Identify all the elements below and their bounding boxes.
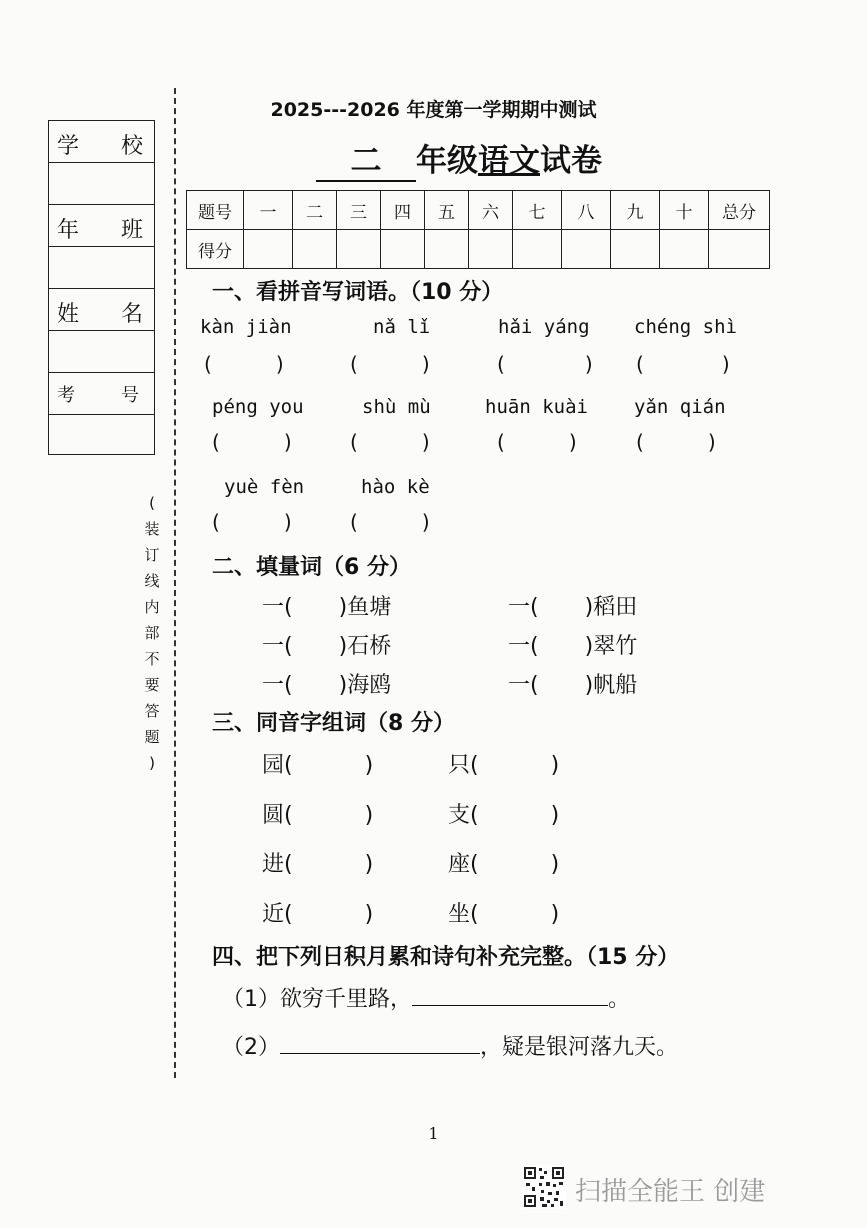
score-table <box>186 190 770 269</box>
homophone-char: 座 <box>448 852 471 877</box>
measure-noun: 翠竹 <box>593 634 638 659</box>
measure-noun: 海鸥 <box>347 673 392 698</box>
pinyin-item: nǎ lǐ <box>373 316 431 338</box>
homophone-item: 园( ) <box>262 753 374 778</box>
name-field[interactable] <box>49 331 154 373</box>
table-cell: 五 <box>425 191 469 230</box>
score-cell[interactable] <box>337 230 381 269</box>
pinyin-item: shù mù <box>362 396 431 418</box>
homophone-item: 进( ) <box>262 852 374 877</box>
answer-blank[interactable]: ( ) <box>212 510 292 534</box>
score-cell[interactable] <box>513 230 562 269</box>
page-number: 1 <box>428 1124 439 1143</box>
section-1-heading: 一、看拼音写词语。（10 分） <box>212 280 504 305</box>
measure-close: ) <box>584 673 594 698</box>
title-subject: 语文 <box>478 143 540 179</box>
measure-prefix: 一( <box>508 595 539 620</box>
pinyin-item: hǎi yáng <box>498 316 590 338</box>
binding-note-char: ) <box>149 754 155 772</box>
pinyin-item: yǎn qián <box>634 396 726 418</box>
binding-note-char: 答 <box>144 702 160 720</box>
measure-noun: 石桥 <box>347 634 392 659</box>
homophone-item: 近( ) <box>262 902 374 927</box>
school-label-char: 学 <box>57 134 80 159</box>
homophone-char: 进 <box>262 852 285 877</box>
score-table-score-row <box>187 230 770 269</box>
measure-word-item <box>508 668 637 699</box>
binding-note-char: 不 <box>144 650 160 668</box>
poem-text: （1）欲穷千里路， <box>222 987 412 1012</box>
section-2-heading: 二、填量词（6 分） <box>212 555 411 580</box>
table-cell: 六 <box>469 191 513 230</box>
name-label-char: 名 <box>121 302 144 327</box>
binding-note <box>143 490 161 776</box>
measure-close: ) <box>338 634 348 659</box>
poem-text: ，疑是银河落九天。 <box>480 1035 679 1060</box>
measure-noun: 稻田 <box>593 595 638 620</box>
score-cell[interactable] <box>293 230 337 269</box>
measure-close: ) <box>584 595 594 620</box>
table-cell: 题号 <box>187 191 244 230</box>
class-label-row <box>49 205 154 247</box>
measure-prefix: 一( <box>262 634 293 659</box>
homophone-char: 圆 <box>262 803 285 828</box>
table-cell: 七 <box>513 191 562 230</box>
measure-word-item <box>262 629 391 660</box>
pinyin-item: hào kè <box>361 476 430 498</box>
homophone-char: 坐 <box>448 902 471 927</box>
poem-line-2 <box>222 1030 678 1061</box>
table-cell: 得分 <box>187 230 244 269</box>
poem-line-1 <box>222 982 630 1013</box>
name-label-row <box>49 289 154 331</box>
homophone-char: 近 <box>262 902 285 927</box>
table-cell: 一 <box>244 191 293 230</box>
score-cell[interactable] <box>709 230 770 269</box>
score-table-header-row <box>187 191 770 230</box>
answer-blank[interactable]: ( ) <box>350 510 430 534</box>
name-label-char: 姓 <box>57 302 80 327</box>
answer-blank[interactable]: ( ) <box>636 430 716 454</box>
measure-word-item <box>508 590 637 621</box>
school-label-char: 校 <box>121 134 144 159</box>
table-cell: 十 <box>660 191 709 230</box>
answer-blank[interactable]: ( ) <box>636 352 730 376</box>
homophone-char: 只 <box>448 753 471 778</box>
homophone-char: 园 <box>262 753 285 778</box>
pinyin-item: kàn jiàn <box>200 316 292 338</box>
title-part: 年级 <box>416 143 478 179</box>
number-field[interactable] <box>49 415 154 454</box>
table-cell: 总分 <box>709 191 770 230</box>
measure-noun: 鱼塘 <box>347 595 392 620</box>
school-label-row <box>49 121 154 163</box>
homophone-item: 圆( ) <box>262 803 374 828</box>
student-info-box <box>48 120 155 455</box>
score-cell[interactable] <box>469 230 513 269</box>
number-label-char: 考 <box>57 385 75 406</box>
title-part: 试卷 <box>540 143 602 179</box>
poem-blank[interactable] <box>412 983 608 1006</box>
class-label-char: 班 <box>121 218 144 243</box>
score-cell[interactable] <box>611 230 660 269</box>
class-label-char: 年 <box>57 218 80 243</box>
number-label-row <box>49 373 154 415</box>
table-cell: 四 <box>381 191 425 230</box>
answer-blank[interactable]: ( ) <box>212 430 292 454</box>
score-cell[interactable] <box>562 230 611 269</box>
score-cell[interactable] <box>425 230 469 269</box>
answer-blank[interactable]: ( ) <box>497 352 593 376</box>
homophone-item: 座( ) <box>448 852 560 877</box>
binding-line <box>174 88 176 1078</box>
table-cell: 九 <box>611 191 660 230</box>
pinyin-item: yuè fèn <box>224 476 305 498</box>
measure-prefix: 一( <box>508 673 539 698</box>
number-label-char: 号 <box>121 385 139 406</box>
binding-note-char: 线 <box>144 572 160 590</box>
measure-word-item <box>262 668 391 699</box>
exam-title <box>316 135 602 182</box>
measure-prefix: 一( <box>262 673 293 698</box>
section-3-heading: 三、同音字组词（8 分） <box>212 711 455 736</box>
homophone-item: 坐( ) <box>448 902 560 927</box>
homophone-char: 支 <box>448 803 471 828</box>
measure-prefix: 一( <box>508 634 539 659</box>
binding-note-char: ( <box>149 494 155 512</box>
answer-blank[interactable]: ( ) <box>497 430 577 454</box>
binding-note-char: 部 <box>144 624 160 642</box>
measure-word-item <box>262 590 391 621</box>
table-cell: 二 <box>293 191 337 230</box>
score-cell[interactable] <box>381 230 425 269</box>
binding-note-char: 要 <box>144 676 160 694</box>
section-4-heading: 四、把下列日积月累和诗句补充完整。（15 分） <box>212 945 680 970</box>
binding-note-char: 内 <box>144 598 160 616</box>
answer-blank[interactable]: ( ) <box>350 430 430 454</box>
scanner-watermark: 扫描全能王 创建 <box>575 1177 766 1207</box>
pinyin-item: péng you <box>212 396 304 418</box>
binding-note-char: 题 <box>144 728 160 746</box>
measure-noun: 帆船 <box>593 673 638 698</box>
poem-blank[interactable] <box>280 1031 480 1054</box>
pinyin-item: huān kuài <box>485 396 588 418</box>
poem-text: （2） <box>222 1035 280 1060</box>
answer-blank[interactable]: ( ) <box>350 352 430 376</box>
qr-code-icon <box>522 1165 566 1209</box>
school-field[interactable] <box>49 163 154 205</box>
poem-text: 。 <box>608 987 631 1012</box>
table-cell: 三 <box>337 191 381 230</box>
score-cell[interactable] <box>660 230 709 269</box>
measure-close: ) <box>338 595 348 620</box>
grade-field: 二 <box>316 135 416 182</box>
answer-blank[interactable]: ( ) <box>204 352 284 376</box>
exam-subtitle: 2025---2026 年度第一学期期中测试 <box>270 99 597 121</box>
homophone-item: 支( ) <box>448 803 560 828</box>
measure-prefix: 一( <box>262 595 293 620</box>
score-cell[interactable] <box>244 230 293 269</box>
pinyin-item: chéng shì <box>634 316 737 338</box>
binding-note-char: 装 <box>144 520 160 538</box>
homophone-item: 只( ) <box>448 753 560 778</box>
measure-close: ) <box>584 634 594 659</box>
binding-note-char: 订 <box>144 546 160 564</box>
measure-close: ) <box>338 673 348 698</box>
table-cell: 八 <box>562 191 611 230</box>
class-field[interactable] <box>49 247 154 289</box>
measure-word-item <box>508 629 637 660</box>
